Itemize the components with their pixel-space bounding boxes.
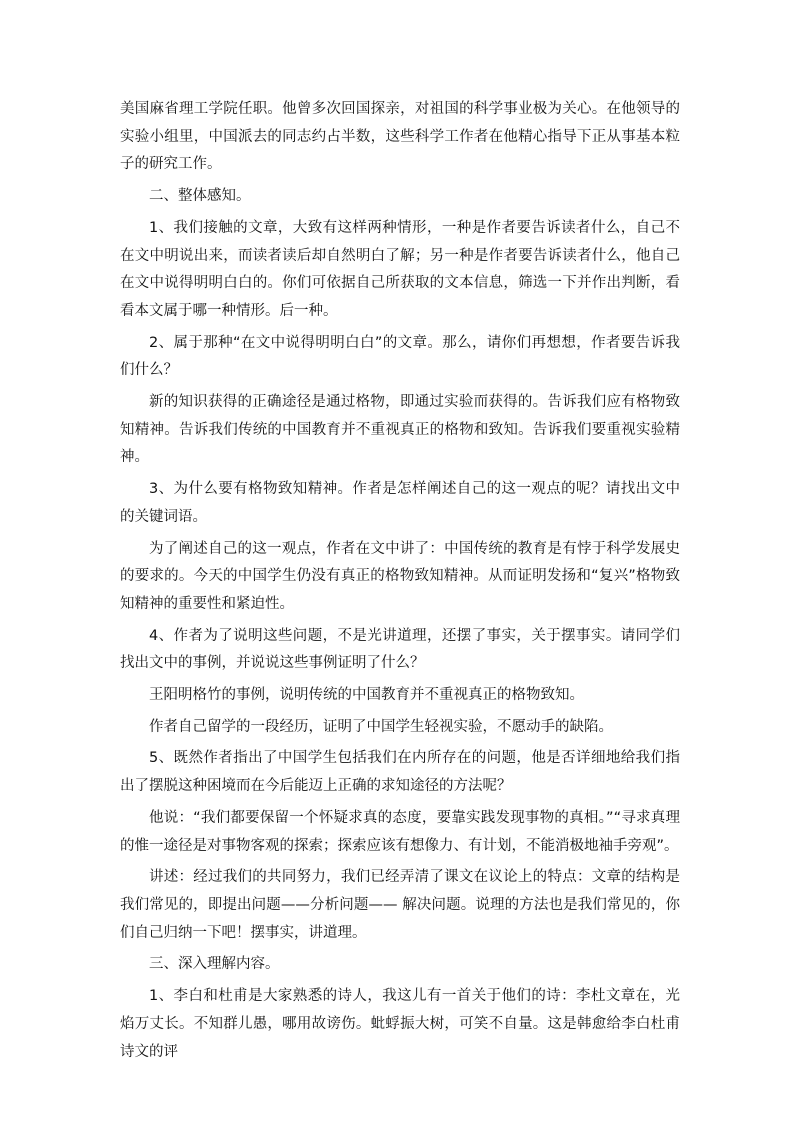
paragraph-answer-3: 为了阐述自己的这一观点，作者在文中讲了：中国传统的教育是有悖于科学发展史的要求的。今天的中国学生仍没有真正的格物致知精神。从而证明发扬和“复兴”格物致知精神的重要性和紧迫性。	[120, 540, 680, 612]
section-heading-overview: 二、整体感知。	[149, 188, 251, 205]
paragraph-question-5: 5、既然作者指出了中国学生包括我们在内所存在的问题，他是否详细地给我们指出了摆脱这种困境而在今后能迈上正确的求知途径的方法呢？	[120, 750, 680, 795]
document-page	[120, 96, 680, 1070]
paragraph-0: 美国麻省理工学院任职。他曾多次回国探亲，对祖国的科学事业极为关心。在他领导的实验小组里，中国派去的同志约占半数，这些科学工作者在他精心指导下正从事基本粒子的研究工作。	[120, 101, 680, 173]
paragraph-summary: 讲述：经过我们的共同努力，我们已经弄清了课文在议论上的特点：文章的结构是我们常见的，即提出问题——分析问题—— 解决问题。说理的方法也是我们常见的，你们自己归纳一下吧！摆事实，讲道理。	[120, 869, 680, 941]
section-heading-deep-understanding: 三、深入理解内容。	[149, 956, 280, 973]
paragraph-answer-2: 新的知识获得的正确途径是通过格物，即通过实验而获得的。告诉我们应有格物致知精神。告诉我们传统的中国教育并不重视真正的格物和致知。告诉我们要重视实验精神。	[120, 394, 680, 466]
paragraph-question-3: 3、为什么要有格物致知精神。作者是怎样阐述自己的这一观点的呢？请找出文中的关键词语。	[120, 481, 680, 525]
paragraph-question-4: 4、作者为了说明这些问题，不是光讲道理，还摆了事实，关于摆事实。请同学们找出文中的事例，并说说这些事例证明了什么？	[120, 627, 680, 672]
paragraph-answer-4b: 作者自己留学的一段经历，证明了中国学生轻视实验，不愿动手的缺陷。	[149, 718, 613, 735]
paragraph-answer-5: 他说：“我们都要保留一个怀疑求真的态度，要靠实践发现事物的真相。”“寻求真理的惟一途径是对事物客观的探索；探索应该有想像力、有计划，不能消极地袖手旁观”。	[120, 809, 680, 854]
paragraph-question-2: 2、属于那种“在文中说得明明白白”的文章。那么，请你们再想想，作者要告诉我们什么？	[120, 334, 680, 379]
paragraph-question-1: 1、我们接触的文章，大致有这样两种情形，一种是作者要告诉读者什么，自己不在文中明说出来，而读者读后却自然明白了解；另一种是作者要告诉读者什么，他自己在文中说得明明白白的。你们可依据自己所获取的文本信息，筛选一下并作出判断，看看本文属于哪一种情形。后一种。	[120, 219, 680, 319]
paragraph-deep-1: 1、李白和杜甫是大家熟悉的诗人，我这儿有一首关于他们的诗：李杜文章在，光焰万丈长。不知群儿愚，哪用故谤伤。蚍蜉振大树，可笑不自量。这是韩愈给李白杜甫诗文的评	[120, 988, 680, 1060]
paragraph-answer-4a: 王阳明格竹的事例，说明传统的中国教育并不重视真正的格物致知。	[149, 687, 584, 704]
